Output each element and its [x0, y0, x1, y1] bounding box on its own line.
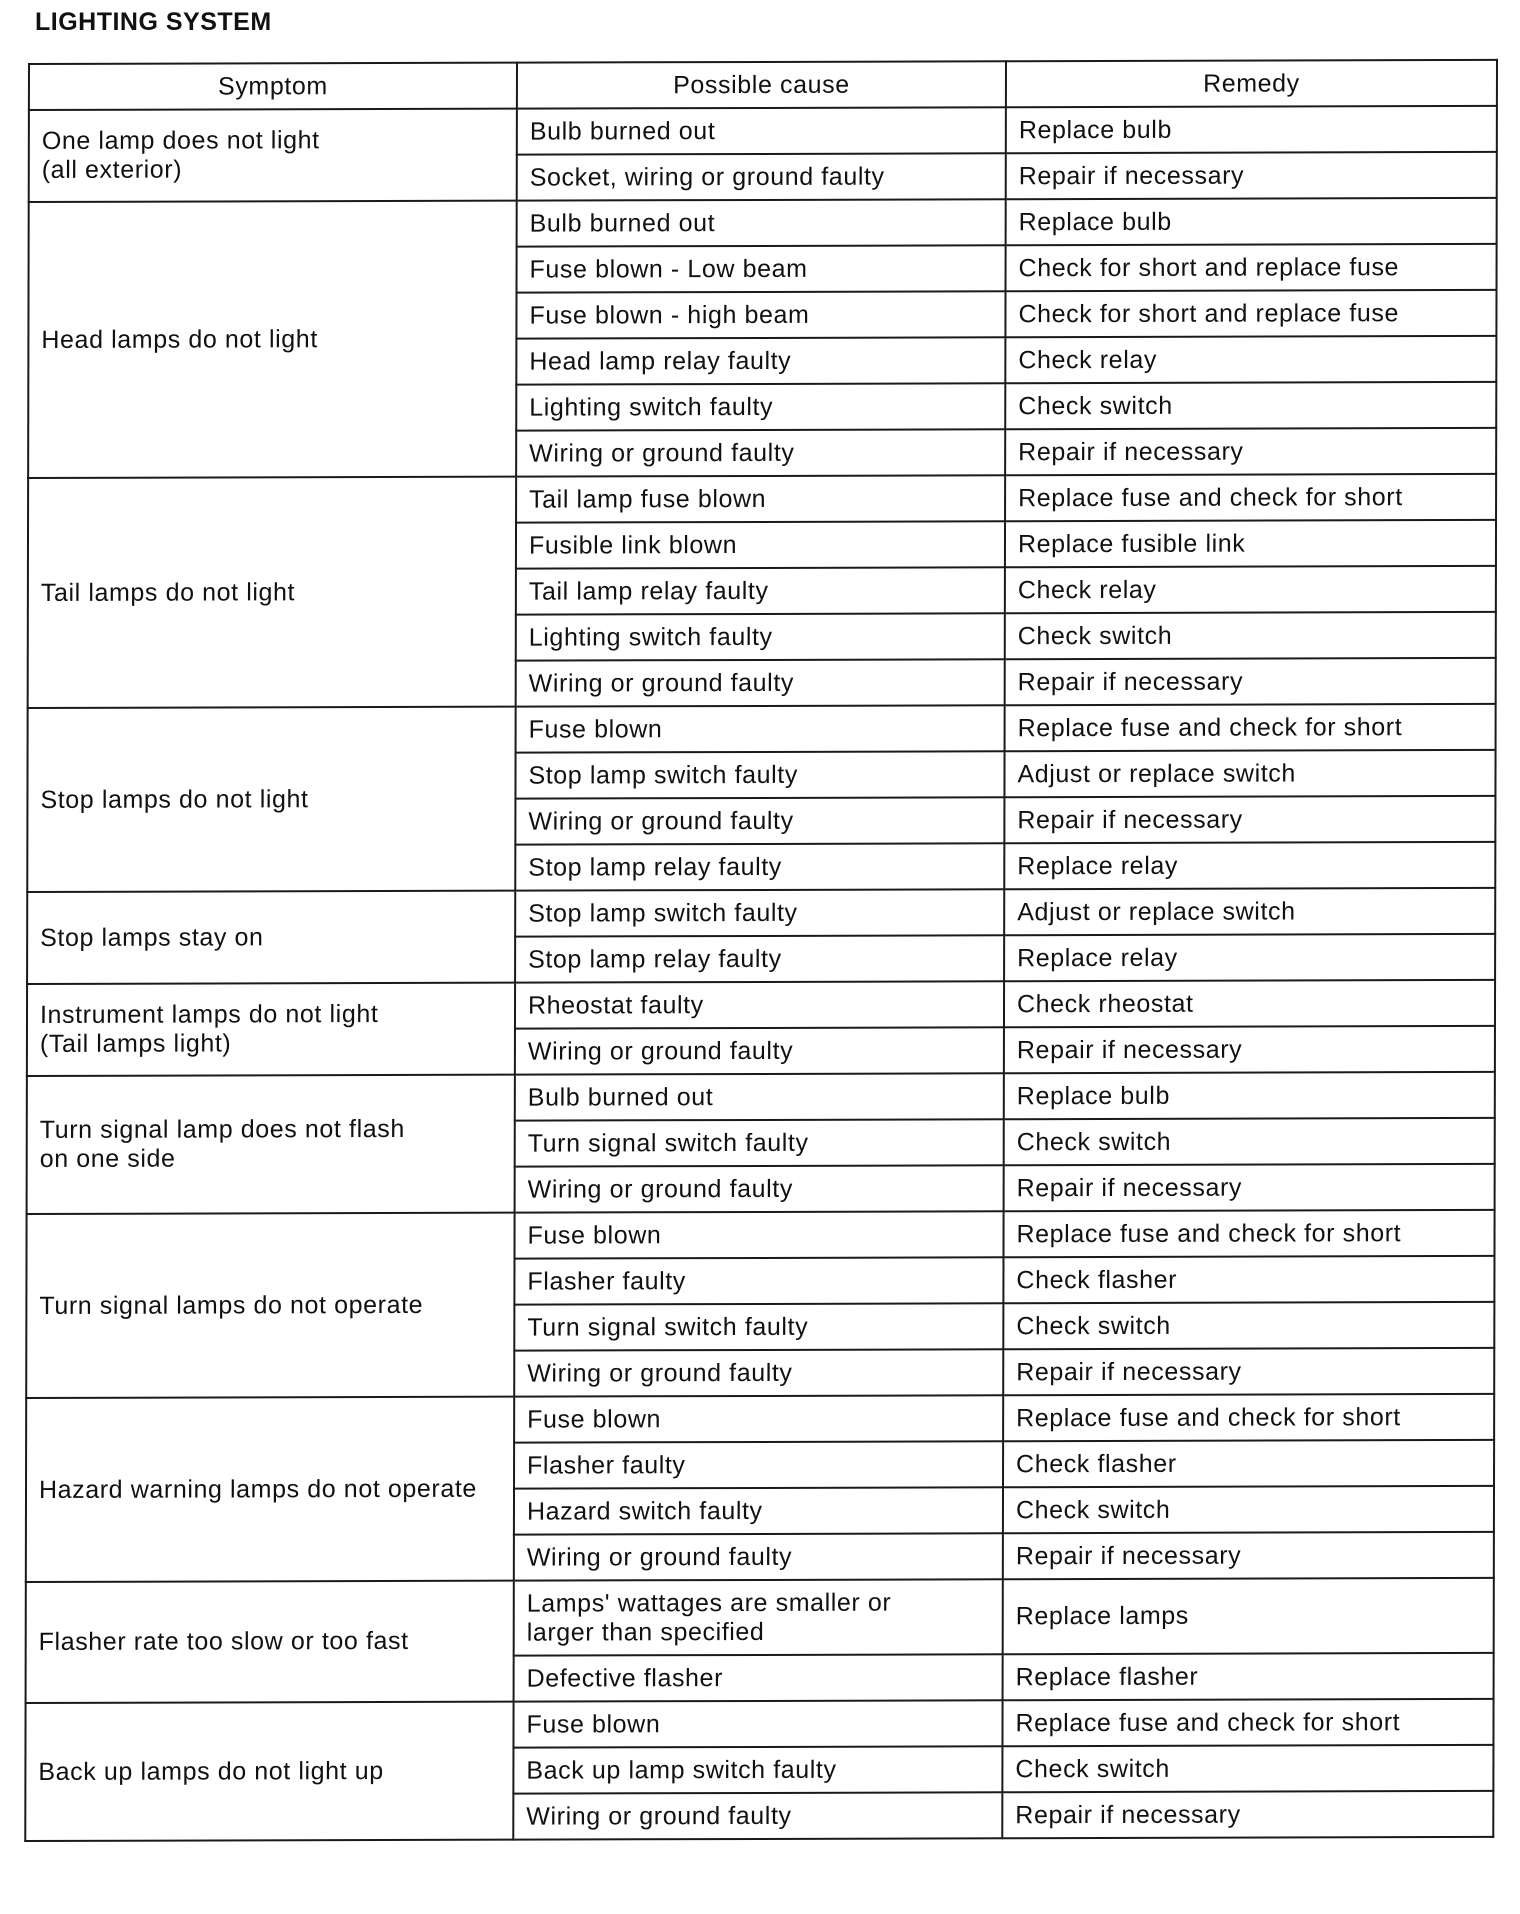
cause-cell: Stop lamp switch faulty: [515, 889, 1004, 936]
remedy-cell: Repair if necessary: [1006, 152, 1497, 199]
remedy-cell: Replace fuse and check for short: [1005, 704, 1496, 751]
remedy-cell: Replace fuse and check for short: [1003, 1394, 1494, 1441]
remedy-cell: Replace fuse and check for short: [1005, 474, 1496, 521]
cause-cell: Fuse blown: [514, 1211, 1003, 1258]
troubleshooting-table: [24, 59, 1498, 1842]
remedy-cell: Replace flasher: [1003, 1653, 1494, 1700]
cause-cell: Wiring or ground faulty: [516, 659, 1005, 706]
troubleshooting-table-wrapper: [24, 59, 1496, 1842]
cause-cell: Fusible link blown: [516, 521, 1005, 568]
symptom-cell: Stop lamps do not light: [27, 707, 515, 892]
symptom-cell: Turn signal lamp does not flash on one side: [27, 1075, 515, 1214]
table-row: [29, 198, 1497, 248]
symptom-cell: Flasher rate too slow or too fast: [26, 1581, 514, 1703]
remedy-cell: Check relay: [1005, 566, 1496, 613]
symptom-cell: Back up lamps do not light up: [25, 1702, 513, 1841]
table-header: [29, 60, 1497, 110]
cause-cell: Wiring or ground faulty: [515, 1027, 1004, 1074]
remedy-cell: Check switch: [1003, 1486, 1494, 1533]
remedy-cell: Replace bulb: [1004, 1072, 1495, 1119]
remedy-cell: Check switch: [1005, 612, 1496, 659]
remedy-cell: Repair if necessary: [1003, 1348, 1494, 1395]
remedy-cell: Repair if necessary: [1003, 1532, 1494, 1579]
remedy-cell: Check for short and replace fuse: [1005, 290, 1496, 337]
remedy-cell: Adjust or replace switch: [1004, 888, 1495, 935]
remedy-cell: Check switch: [1005, 382, 1496, 429]
column-header-symptom: Symptom: [29, 63, 517, 110]
cause-cell: Back up lamp switch faulty: [513, 1746, 1002, 1793]
table-row: [28, 474, 1496, 524]
cause-cell: Rheostat faulty: [515, 981, 1004, 1028]
table-row: [26, 1578, 1494, 1657]
table-row: [29, 106, 1497, 156]
cause-cell: Bulb burned out: [515, 1073, 1004, 1120]
cause-cell: Wiring or ground faulty: [515, 797, 1004, 844]
cause-cell: Flasher faulty: [514, 1257, 1003, 1304]
table-row: [27, 980, 1495, 1030]
cause-cell: Turn signal switch faulty: [514, 1303, 1003, 1350]
table-row: [26, 1394, 1494, 1444]
cause-cell: Wiring or ground faulty: [513, 1792, 1002, 1839]
table-row: [27, 888, 1495, 938]
remedy-cell: Check for short and replace fuse: [1006, 244, 1497, 291]
cause-cell: Bulb burned out: [517, 107, 1006, 154]
table-row: [25, 1699, 1493, 1749]
remedy-cell: Replace fusible link: [1005, 520, 1496, 567]
remedy-cell: Repair if necessary: [1005, 658, 1496, 705]
remedy-cell: Check relay: [1005, 336, 1496, 383]
cause-cell: Fuse blown - Low beam: [517, 245, 1006, 292]
remedy-cell: Check switch: [1004, 1118, 1495, 1165]
header-row: [29, 60, 1497, 110]
cause-cell: Wiring or ground faulty: [514, 1533, 1003, 1580]
cause-cell: Tail lamp relay faulty: [516, 567, 1005, 614]
table-row: [26, 1210, 1494, 1260]
remedy-cell: Adjust or replace switch: [1004, 750, 1495, 797]
cause-cell: Fuse blown - high beam: [516, 291, 1005, 338]
remedy-cell: Check switch: [1002, 1745, 1493, 1792]
remedy-cell: Replace bulb: [1006, 198, 1497, 245]
remedy-cell: Repair if necessary: [1005, 428, 1496, 475]
cause-cell: Lamps' wattages are smaller or larger than specified: [514, 1579, 1003, 1655]
remedy-cell: Replace relay: [1004, 934, 1495, 981]
cause-cell: Stop lamp switch faulty: [515, 751, 1004, 798]
cause-cell: Wiring or ground faulty: [514, 1349, 1003, 1396]
cause-cell: Tail lamp fuse blown: [516, 475, 1005, 522]
cause-cell: Socket, wiring or ground faulty: [517, 153, 1006, 200]
cause-cell: Head lamp relay faulty: [516, 337, 1005, 384]
cause-cell: Fuse blown: [513, 1700, 1002, 1747]
remedy-cell: Check switch: [1003, 1302, 1494, 1349]
cause-cell: Lighting switch faulty: [516, 383, 1005, 430]
symptom-cell: Instrument lamps do not light (Tail lamps light): [27, 983, 515, 1076]
cause-cell: Bulb burned out: [517, 199, 1006, 246]
table-row: [28, 704, 1496, 754]
cause-cell: Turn signal switch faulty: [515, 1119, 1004, 1166]
symptom-cell: Tail lamps do not light: [28, 477, 516, 708]
symptom-cell: Head lamps do not light: [28, 201, 517, 478]
cause-cell: Stop lamp relay faulty: [515, 843, 1004, 890]
symptom-cell: One lamp does not light (all exterior): [29, 109, 517, 202]
column-header-remedy: Remedy: [1006, 60, 1497, 107]
table-body: [25, 106, 1497, 1841]
remedy-cell: Repair if necessary: [1004, 1026, 1495, 1073]
symptom-cell: Stop lamps stay on: [27, 891, 515, 984]
symptom-cell: Hazard warning lamps do not operate: [26, 1397, 514, 1582]
cause-cell: Lighting switch faulty: [516, 613, 1005, 660]
remedy-cell: Repair if necessary: [1004, 1164, 1495, 1211]
cause-cell: Wiring or ground faulty: [516, 429, 1005, 476]
table-row: [27, 1072, 1495, 1122]
column-header-possible-cause: Possible cause: [517, 61, 1006, 108]
remedy-cell: Repair if necessary: [1002, 1791, 1493, 1838]
cause-cell: Hazard switch faulty: [514, 1487, 1003, 1534]
remedy-cell: Check flasher: [1003, 1256, 1494, 1303]
cause-cell: Fuse blown: [516, 705, 1005, 752]
remedy-cell: Replace lamps: [1003, 1578, 1494, 1654]
remedy-cell: Repair if necessary: [1004, 796, 1495, 843]
remedy-cell: Replace bulb: [1006, 106, 1497, 153]
page-title: LIGHTING SYSTEM: [35, 8, 272, 36]
remedy-cell: Check flasher: [1003, 1440, 1494, 1487]
cause-cell: Fuse blown: [514, 1395, 1003, 1442]
remedy-cell: Replace fuse and check for short: [1002, 1699, 1493, 1746]
cause-cell: Wiring or ground faulty: [515, 1165, 1004, 1212]
remedy-cell: Replace relay: [1004, 842, 1495, 889]
cause-cell: Stop lamp relay faulty: [515, 935, 1004, 982]
cause-cell: Defective flasher: [514, 1654, 1003, 1701]
cause-cell: Flasher faulty: [514, 1441, 1003, 1488]
remedy-cell: Replace fuse and check for short: [1003, 1210, 1494, 1257]
symptom-cell: Turn signal lamps do not operate: [26, 1213, 514, 1398]
remedy-cell: Check rheostat: [1004, 980, 1495, 1027]
